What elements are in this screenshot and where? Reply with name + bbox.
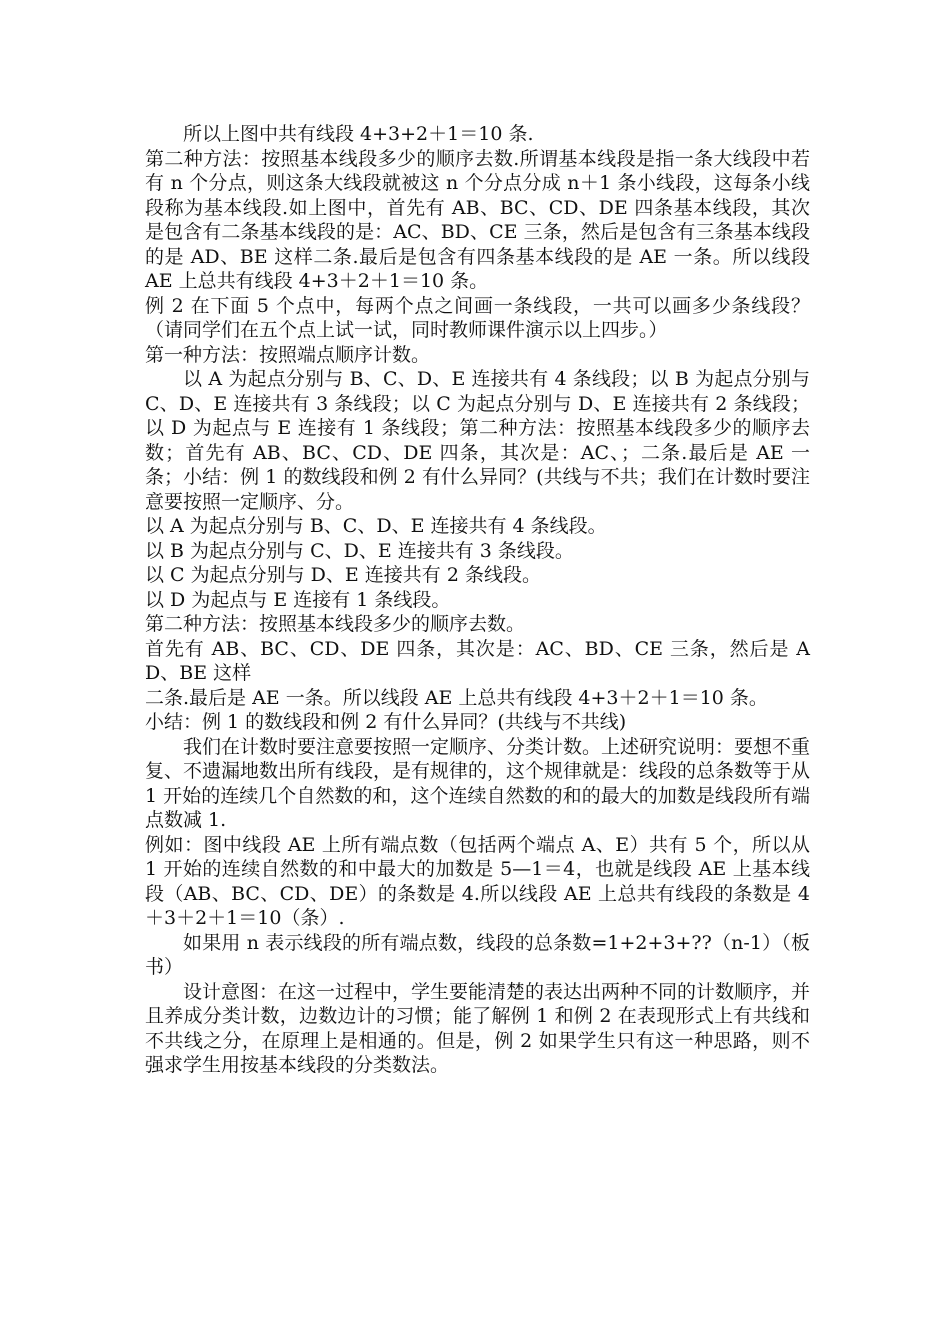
paragraph-step-d: 以 D 为起点与 E 连接有 1 条线段。 xyxy=(145,588,451,611)
paragraph-method-two-detail: 首先有 AB、BC、CD、DE 四条，其次是：AC、BD、CE 三条，然后是 AD、BE 这样 xyxy=(145,637,810,684)
paragraph-method-one-heading: 第一种方法：按照端点顺序计数。 xyxy=(145,343,431,366)
paragraph-method-two-heading: 第二种方法：按照基本线段多少的顺序去数。 xyxy=(145,613,526,635)
paragraph-design-intent: 设计意图：在这一过程中，学生要能清楚的表达出两种不同的计数顺序，并且养成分类计数，边数边计的习惯；能了解例 1 和例 2 在表现形式上有共线和不共线之分，在原理上是相通的。但是，例 2 如果学生只有这一种思路，则不强求学生用按基本线段的分类数法。 xyxy=(145,980,811,1076)
paragraph-method-one-detail: 以 A 为起点分别与 B、C、D、E 连接共有 4 条线段；以 B 为起点分别与 C、D、E 连接共有 3 条线段；以 C 为起点分别与 D、E 连接共有 2 条线段；以 D 为起点与 E 连接有 1 条线段；第二种方法：按照基本线段多少的顺序去数；首先有 AB、BC、CD、DE 四条，其次是：AC、；二条.最后是 AE 一条；小结：例 1 的数线段和例 2 有什么异同？(共线与不共；我们在计数时要注意要按照一定顺序、分。 xyxy=(145,368,810,513)
paragraph-method-two-total: 二条.最后是 AE 一条。所以线段 AE 上总共有线段 4+3＋2＋1＝10 条。 xyxy=(145,686,768,709)
paragraph-summary-count: 所以上图中共有线段 4+3+2＋1＝10 条. xyxy=(183,123,534,145)
paragraph-summary-question: 小结：例 1 的数线段和例 2 有什么异同？(共线与不共线) xyxy=(145,711,627,733)
paragraph-rule: 我们在计数时要注意要按照一定顺序、分类计数。上述研究说明：要想不重复、不遗漏地数出所有线段，是有规律的，这个规律就是：线段的总条数等于从 1 开始的连续几个自然数的和，这个连续自然数的和的最大的加数是线段所有端点数减 1. xyxy=(145,735,811,831)
paragraph-step-a: 以 A 为起点分别与 B、C、D、E 连接共有 4 条线段。 xyxy=(145,515,607,537)
document-body xyxy=(145,122,810,1078)
paragraph-example: 例如：图中线段 AE 上所有端点数（包括两个端点 A、E）共有 5 个，所以从 1 开始的连续自然数的和中最大的加数是 5—1＝4，也就是线段 AE 上基本线段（AB、BC、CD、DE）的条数是 4.所以线段 AE 上总共有线段的条数是 4＋3＋2＋1＝10（条）. xyxy=(145,833,810,929)
paragraph-formula: 如果用 n 表示线段的所有端点数，线段的总条数=1+2+3+??（n-1）（板书） xyxy=(145,931,810,978)
paragraph-example-two: 例 2 在下面 5 个点中，每两个点之间画一条线段，一共可以画多少条线段？（请同学们在五个点上试一试，同时教师课件演示以上四步。） xyxy=(145,294,810,341)
paragraph-step-c: 以 C 为起点分别与 D、E 连接共有 2 条线段。 xyxy=(145,564,541,586)
paragraph-method-two: 第二种方法：按照基本线段多少的顺序去数.所谓基本线段是指一条大线段中若有 n 个分点，则这条大线段就被这 n 个分点分成 n＋1 条小线段，这每条小线段称为基本线段.如上图中，首先有 AB、BC、CD、DE 四条基本线段，其次是包含有二条基本线段的是：AC、BD、CE 三条，然后是包含有三条基本线段的是 AD、BE 这样二条.最后是包含有四条基本线段的是 AE 一条。所以线段 AE 上总共有线段 4+3＋2＋1＝10 条。 xyxy=(145,147,810,292)
paragraph-step-b: 以 B 为起点分别与 C、D、E 连接共有 3 条线段。 xyxy=(145,539,574,562)
